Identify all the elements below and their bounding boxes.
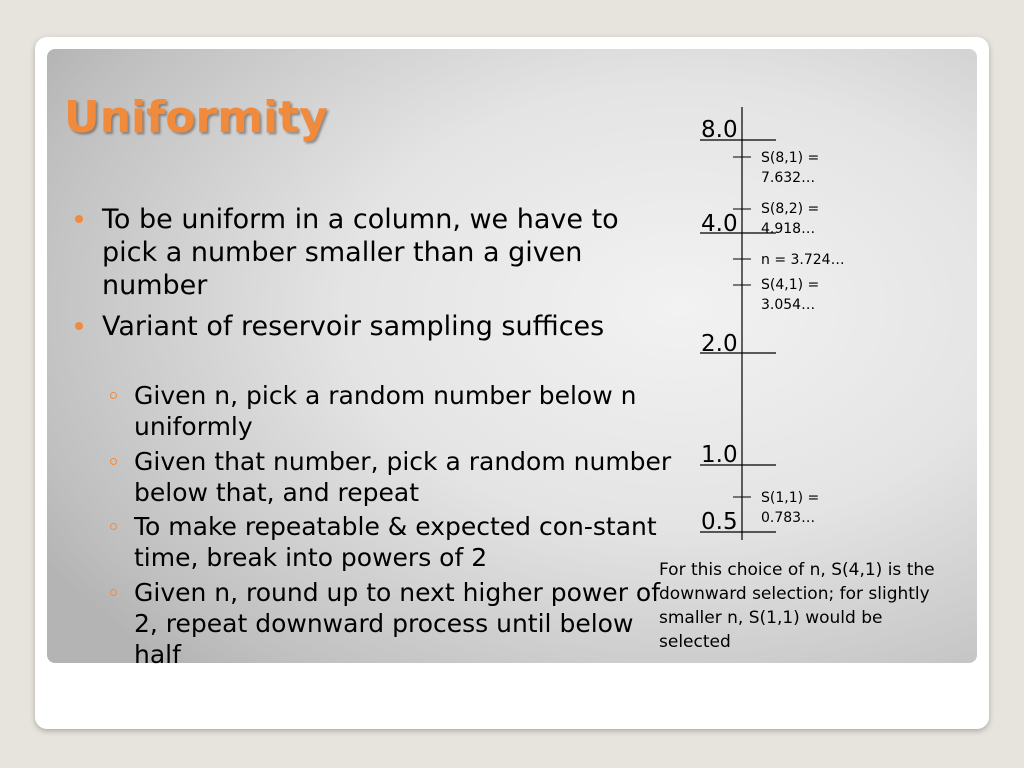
sub-bullet-text: Given n, round up to next higher power of 2, repeat downward process until below half <box>134 578 661 669</box>
annotation-label: S(1,1) = <box>761 490 820 506</box>
bullet-text: To be uniform in a column, we have to pick a number smaller than a given number <box>102 204 619 301</box>
annotation-s-1-1 <box>733 490 819 526</box>
major-tick-2 <box>700 331 776 357</box>
annotation-s-8-2 <box>733 201 819 237</box>
major-tick-label: 1.0 <box>701 442 738 468</box>
annotation-label: S(4,1) = <box>761 277 820 293</box>
major-tick-1 <box>700 442 776 468</box>
annotation-s-8-1 <box>733 150 819 186</box>
sub-bullet-text: Given that number, pick a random number below that, and repeat <box>134 447 672 507</box>
sub-bullet-text: Given n, pick a random number below n uniformly <box>134 381 637 441</box>
major-tick-label: 4.0 <box>701 211 738 237</box>
bullet-text: Variant of reservoir sampling suffices <box>102 311 605 342</box>
annotation-value: 3.054… <box>761 297 816 313</box>
major-tick-label: 0.5 <box>701 509 738 535</box>
slide-title: Uniformity <box>64 92 328 143</box>
major-tick-label: 2.0 <box>701 331 738 357</box>
annotation-label: n = 3.724… <box>761 252 845 268</box>
major-tick-8 <box>700 117 776 143</box>
sub-bullet-text: To make repeatable & expected con-stant time, break into powers of 2 <box>134 512 657 572</box>
annotation-label: S(8,2) = <box>761 201 820 217</box>
major-tick-label: 8.0 <box>701 117 738 143</box>
annotation-label: S(8,1) = <box>761 150 820 166</box>
annotation-value: 7.632… <box>761 170 816 186</box>
scale-note: For this choice of n, S(4,1) is the downward selection; for slightly smaller n, S(1,1) would be selected <box>659 560 935 652</box>
annotation-s-4-1 <box>733 277 819 313</box>
annotation-n <box>733 252 845 268</box>
annotation-value: 4.918… <box>761 221 816 237</box>
annotation-value: 0.783… <box>761 510 816 526</box>
